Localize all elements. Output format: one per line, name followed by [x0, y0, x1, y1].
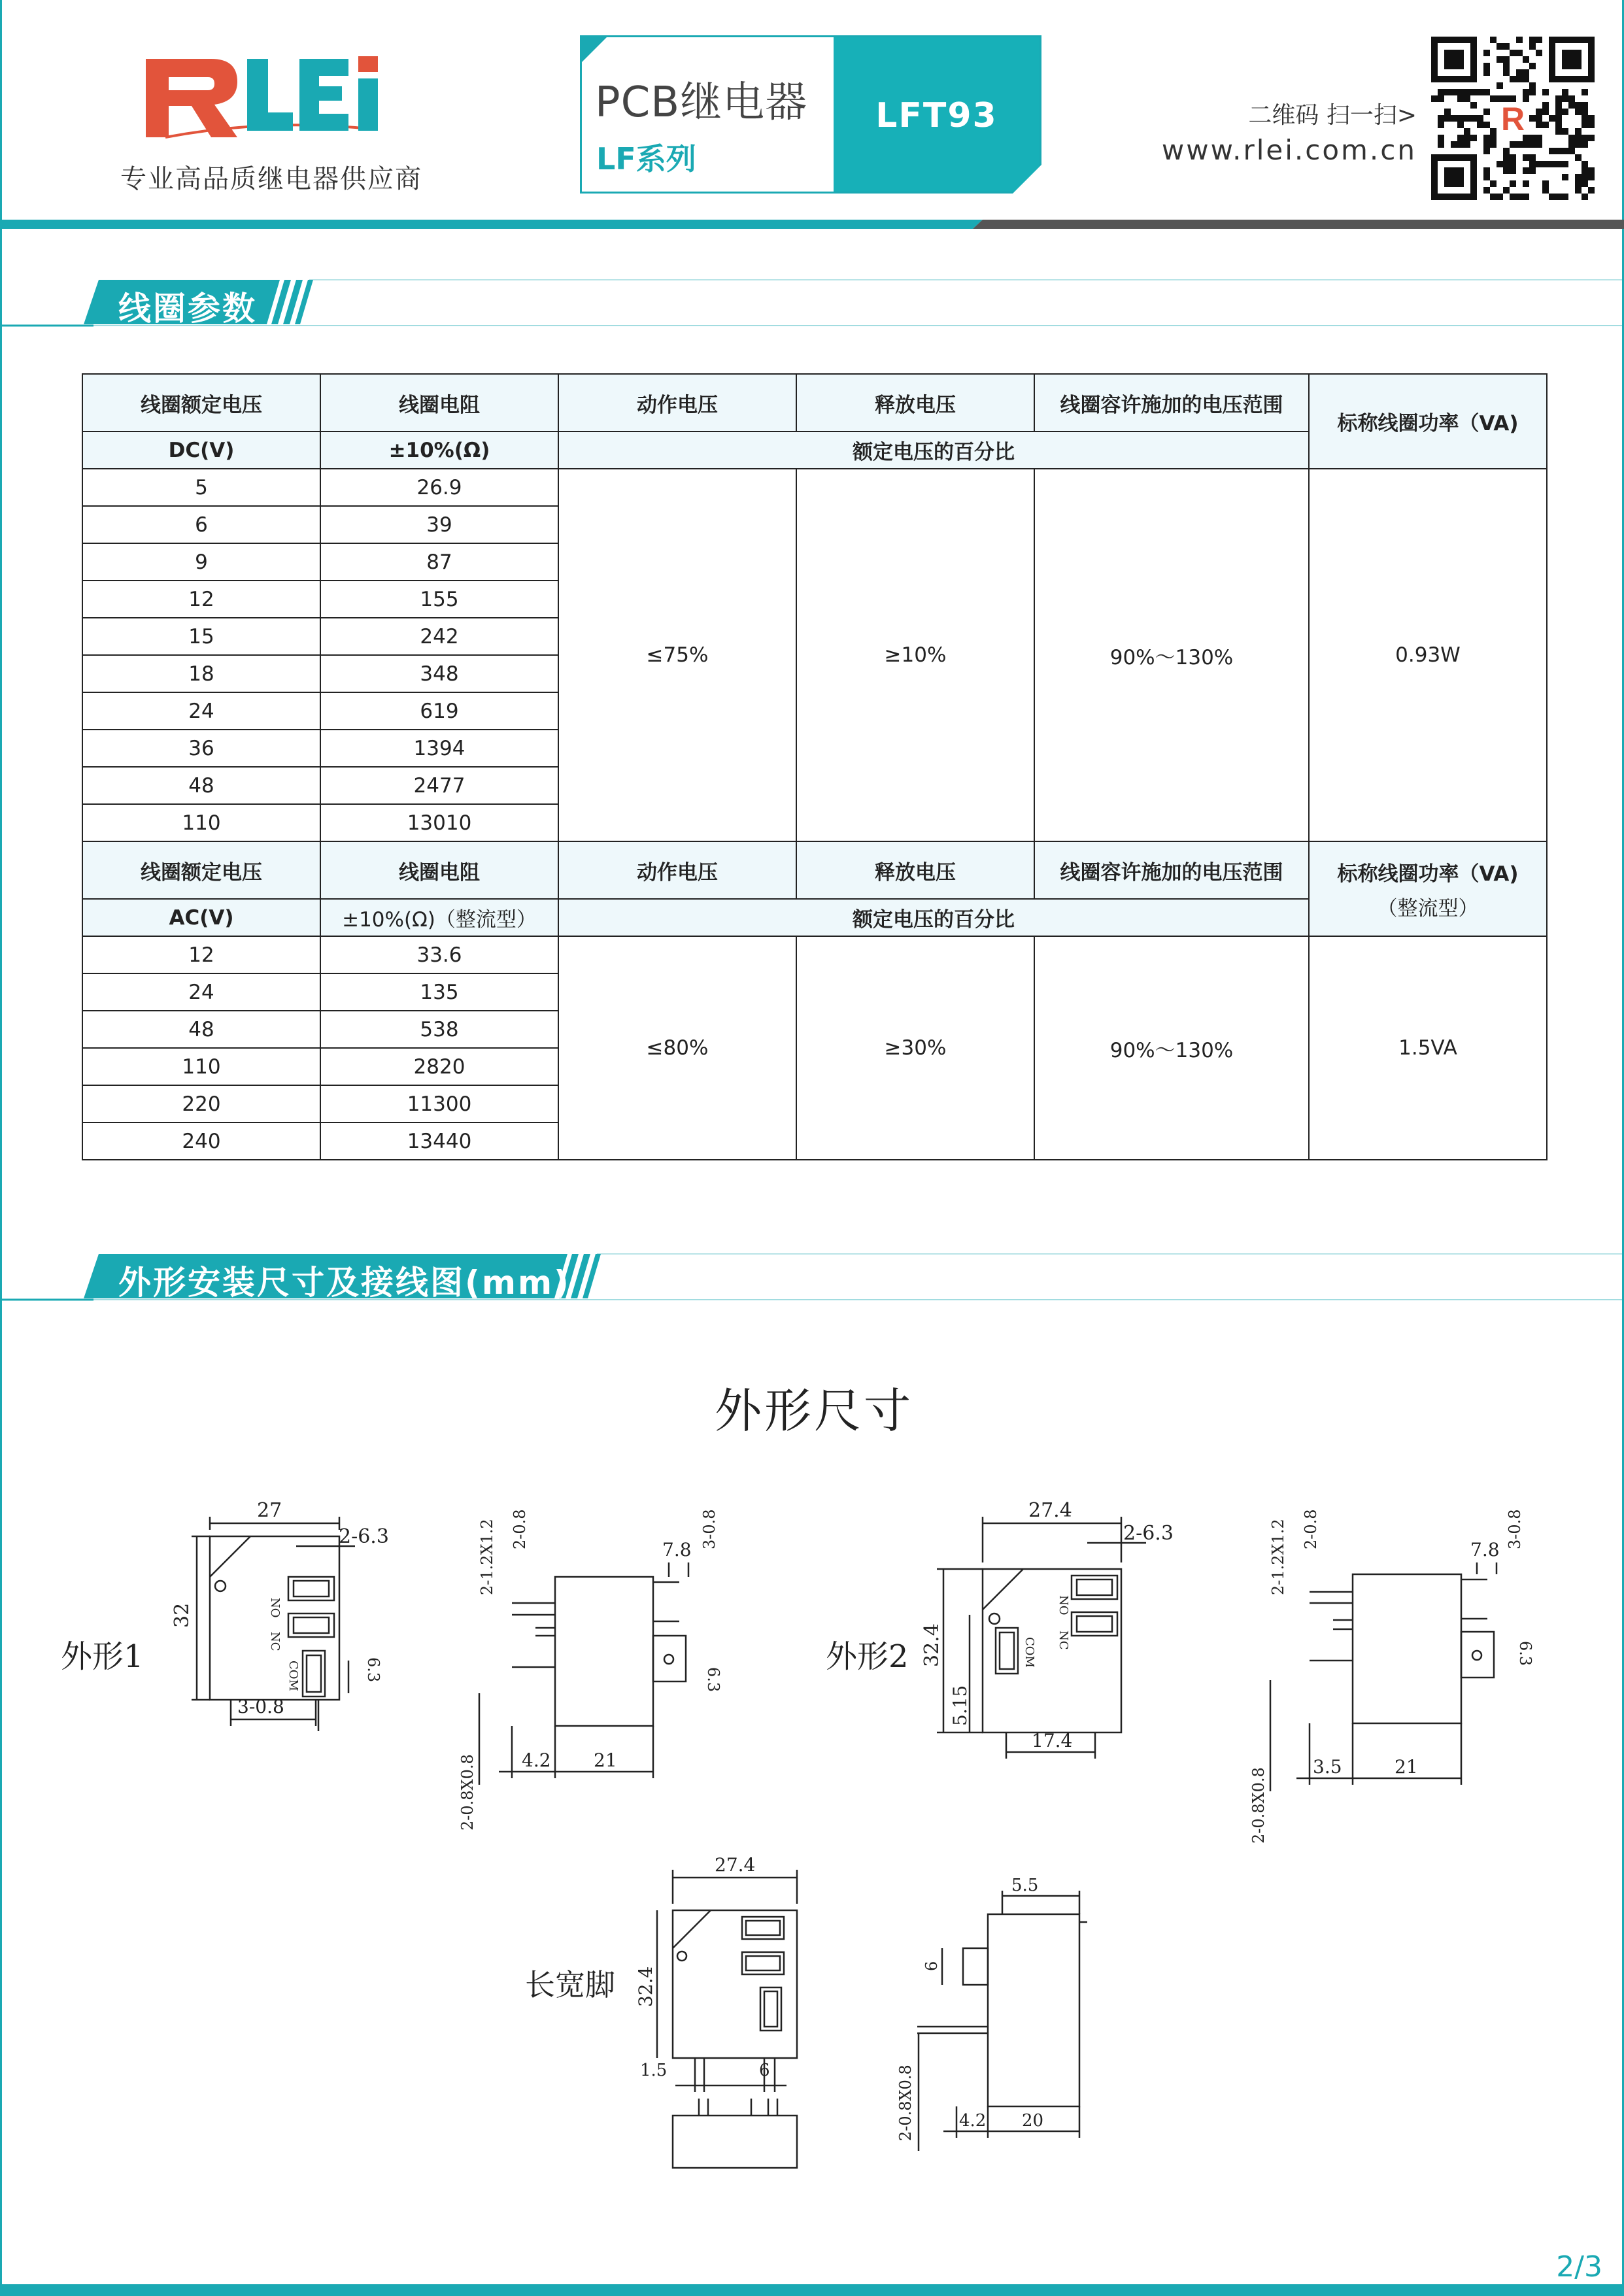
longpin-label: 长宽脚 — [525, 1967, 615, 2002]
rlei-logo — [139, 52, 388, 150]
footer-band — [2, 2284, 1624, 2296]
ac-voltage-cell: 48 — [82, 1011, 320, 1048]
header-rated-voltage: 线圈额定电压 — [82, 841, 320, 899]
ac-allowable-value: 90%～130% — [1034, 936, 1309, 1160]
side3-pin-d: 2-0.8X0.8 — [896, 2065, 915, 2141]
shape1-pin-spec: 2-6.3 — [339, 1525, 389, 1548]
shape2-nc-label: NC — [1057, 1630, 1070, 1650]
dimension-section-title: 外形安装尺寸及接线图(mm) — [118, 1264, 571, 1302]
qr-prompt: 二维码 扫一扫> — [1248, 102, 1417, 129]
header-resistance: 线圈电阻 — [320, 374, 558, 431]
dc-voltage-cell: 12 — [82, 581, 320, 618]
dc-voltage-cell: 6 — [82, 506, 320, 543]
side2-w1: 7.8 — [1470, 1539, 1500, 1561]
ac-voltage-cell: 110 — [82, 1048, 320, 1085]
shape1-com-label: COM — [286, 1661, 300, 1691]
dc-resistance-cell: 26.9 — [320, 469, 558, 506]
dc-resistance-cell: 13010 — [320, 804, 558, 841]
shape1-height-dim: 32 — [171, 1602, 194, 1628]
dc-resistance-cell: 2477 — [320, 767, 558, 804]
corner-decoration-top — [580, 35, 609, 64]
header-rated-voltage: 线圈额定电压 — [82, 374, 320, 431]
shape2-bottom-dim: 17.4 — [1032, 1730, 1073, 1751]
dc-release-value: ≥10% — [796, 469, 1034, 841]
subheader-ac-unit: AC(V) — [82, 899, 320, 936]
subheader-percent: 额定电压的百分比 — [558, 431, 1309, 469]
coil-parameter-table — [82, 373, 1548, 1160]
dc-resistance-cell: 39 — [320, 506, 558, 543]
shape1-label: 外形1 — [61, 1638, 144, 1675]
dc-voltage-cell: 5 — [82, 469, 320, 506]
ac-resistance-cell: 538 — [320, 1011, 558, 1048]
shape2-height-dim: 32.4 — [921, 1623, 943, 1667]
header-coil-power-rectified — [1309, 841, 1547, 936]
dc-voltage-cell: 9 — [82, 543, 320, 581]
subheader-percent: 额定电压的百分比 — [558, 899, 1309, 936]
shape2-offset-dim: 5.15 — [949, 1685, 971, 1726]
subheader-tolerance-rectified: ±10%(Ω)（整流型） — [320, 899, 558, 936]
subheader-tolerance: ±10%(Ω) — [320, 431, 558, 469]
ac-resistance-cell: 13440 — [320, 1123, 558, 1160]
dc-pickup-value: ≤75% — [558, 469, 796, 841]
dc-resistance-cell: 242 — [320, 618, 558, 655]
rlei-logo-graphic — [139, 52, 388, 150]
header-pickup-voltage: 动作电压 — [558, 374, 796, 431]
ac-release-value: ≥30% — [796, 936, 1034, 1160]
subheader-dc-unit: DC(V) — [82, 431, 320, 469]
shape2-label: 外形2 — [826, 1638, 909, 1675]
product-title-box — [580, 35, 1041, 194]
ac-power-header-note: （整流型） — [1377, 896, 1479, 920]
dc-voltage-cell: 24 — [82, 692, 320, 730]
website-url[interactable]: www.rlei.com.cn — [1161, 134, 1417, 166]
ac-power-value: 1.5VA — [1309, 936, 1547, 1160]
header-allowable-range: 线圈容许施加的电压范围 — [1034, 374, 1309, 431]
dc-resistance-cell: 155 — [320, 581, 558, 618]
side2-d1: 3.5 — [1313, 1756, 1342, 1778]
header-release-voltage: 释放电压 — [796, 374, 1034, 431]
ac-voltage-cell: 240 — [82, 1123, 320, 1160]
dc-voltage-cell: 48 — [82, 767, 320, 804]
dimension-drawings — [41, 1464, 1597, 2170]
product-title-left — [582, 37, 834, 192]
side2-view — [1249, 1509, 1534, 1844]
ac-voltage-cell: 220 — [82, 1085, 320, 1123]
dc-voltage-cell: 18 — [82, 655, 320, 692]
dc-voltage-cell: 15 — [82, 618, 320, 655]
side1-view — [458, 1509, 722, 1831]
table-row — [82, 936, 1547, 973]
ac-resistance-cell: 135 — [320, 973, 558, 1011]
shape2-com-label: COM — [1023, 1637, 1036, 1668]
ac-resistance-cell: 11300 — [320, 1085, 558, 1123]
shape1-width-dim: 27 — [257, 1499, 282, 1522]
header-divider — [2, 220, 1624, 229]
side1-d2: 21 — [594, 1749, 617, 1771]
side2-pin-d: 2-0.8X0.8 — [1249, 1767, 1268, 1844]
table-row — [82, 469, 1547, 506]
side2-pin-c: 3-0.8 — [1506, 1509, 1524, 1549]
side3-d2: 20 — [1022, 2111, 1044, 2131]
header-allowable-range: 线圈容许施加的电压范围 — [1034, 841, 1309, 899]
coil-section-title: 线圈参数 — [118, 290, 257, 328]
shape2-width-dim: 27.4 — [1028, 1499, 1072, 1522]
side1-pin-d: 2-0.8X0.8 — [458, 1754, 477, 1831]
model-number: LFT93 — [875, 96, 998, 135]
ac-power-header-label: 标称线圈功率（VA) — [1337, 862, 1519, 886]
page-header — [2, 0, 1624, 235]
coil-section-header — [2, 275, 1624, 333]
dc-resistance-cell: 1394 — [320, 730, 558, 767]
side1-pin-c: 3-0.8 — [700, 1509, 719, 1549]
ac-resistance-cell: 2820 — [320, 1048, 558, 1085]
side2-d2: 21 — [1395, 1756, 1418, 1778]
side1-pin-a: 2-1.2X1.2 — [478, 1519, 496, 1595]
shape1-front-view — [61, 1499, 389, 1731]
dc-voltage-cell: 110 — [82, 804, 320, 841]
side2-pin-a: 2-1.2X1.2 — [1269, 1519, 1287, 1595]
dc-header-row — [82, 374, 1547, 431]
dc-resistance-cell: 619 — [320, 692, 558, 730]
product-series: LF系列 — [596, 141, 696, 177]
side3-tab-dim: 6 — [922, 1961, 941, 1971]
ac-voltage-cell: 12 — [82, 936, 320, 973]
ac-pickup-value: ≤80% — [558, 936, 796, 1160]
side1-w1: 7.8 — [662, 1539, 692, 1561]
model-panel — [834, 37, 1040, 192]
longpin-front-view — [525, 1854, 797, 2168]
dc-voltage-cell: 36 — [82, 730, 320, 767]
dc-resistance-cell: 87 — [320, 543, 558, 581]
dc-resistance-cell: 348 — [320, 655, 558, 692]
shape1-nc-label: NC — [268, 1632, 282, 1651]
shape2-no-label: NO — [1057, 1595, 1070, 1615]
dimension-section-header — [2, 1249, 1624, 1308]
qr-code-icon[interactable] — [1431, 37, 1595, 200]
longpin-b2: 6 — [759, 2061, 770, 2080]
ac-header-row — [82, 841, 1547, 899]
side3-top-dim: 5.5 — [1011, 1876, 1039, 1895]
side1-d1: 4.2 — [522, 1749, 551, 1771]
longpin-height-dim: 32.4 — [635, 1966, 656, 2007]
header-pickup-voltage: 动作电压 — [558, 841, 796, 899]
drawing-title: 外形尺寸 — [714, 1383, 913, 1438]
header-release-voltage: 释放电压 — [796, 841, 1034, 899]
side1-pin-b: 2-0.8 — [511, 1509, 529, 1549]
dc-allowable-value: 90%～130% — [1034, 469, 1309, 841]
header-coil-power: 标称线圈功率（VA) — [1309, 374, 1547, 469]
side3-d1: 4.2 — [959, 2111, 987, 2131]
company-tagline: 专业高品质继电器供应商 — [120, 164, 422, 194]
shape2-pin-spec: 2-6.3 — [1123, 1522, 1174, 1545]
corner-decoration-bottom — [1013, 165, 1041, 194]
shape1-bottom-pins: 3-0.8 — [237, 1696, 284, 1717]
dc-power-value: 0.93W — [1309, 469, 1547, 841]
ac-voltage-cell: 24 — [82, 973, 320, 1011]
product-title: PCB继电器 — [595, 78, 808, 127]
shape1-no-label: NO — [268, 1598, 282, 1618]
side2-pin-b: 2-0.8 — [1302, 1509, 1320, 1549]
side1-tab: 6.3 — [704, 1667, 722, 1693]
side3-view — [896, 1876, 1087, 2151]
longpin-width-dim: 27.4 — [715, 1854, 756, 1876]
header-resistance: 线圈电阻 — [320, 841, 558, 899]
side2-tab: 6.3 — [1516, 1641, 1534, 1666]
page-number: 2/3 — [1556, 2250, 1602, 2284]
qr-logo-mark: R — [1500, 101, 1525, 137]
ac-resistance-cell: 33.6 — [320, 936, 558, 973]
shape2-front-view — [826, 1499, 1174, 1759]
shape1-com-dim: 6.3 — [364, 1657, 382, 1683]
longpin-b1: 1.5 — [640, 2061, 668, 2080]
